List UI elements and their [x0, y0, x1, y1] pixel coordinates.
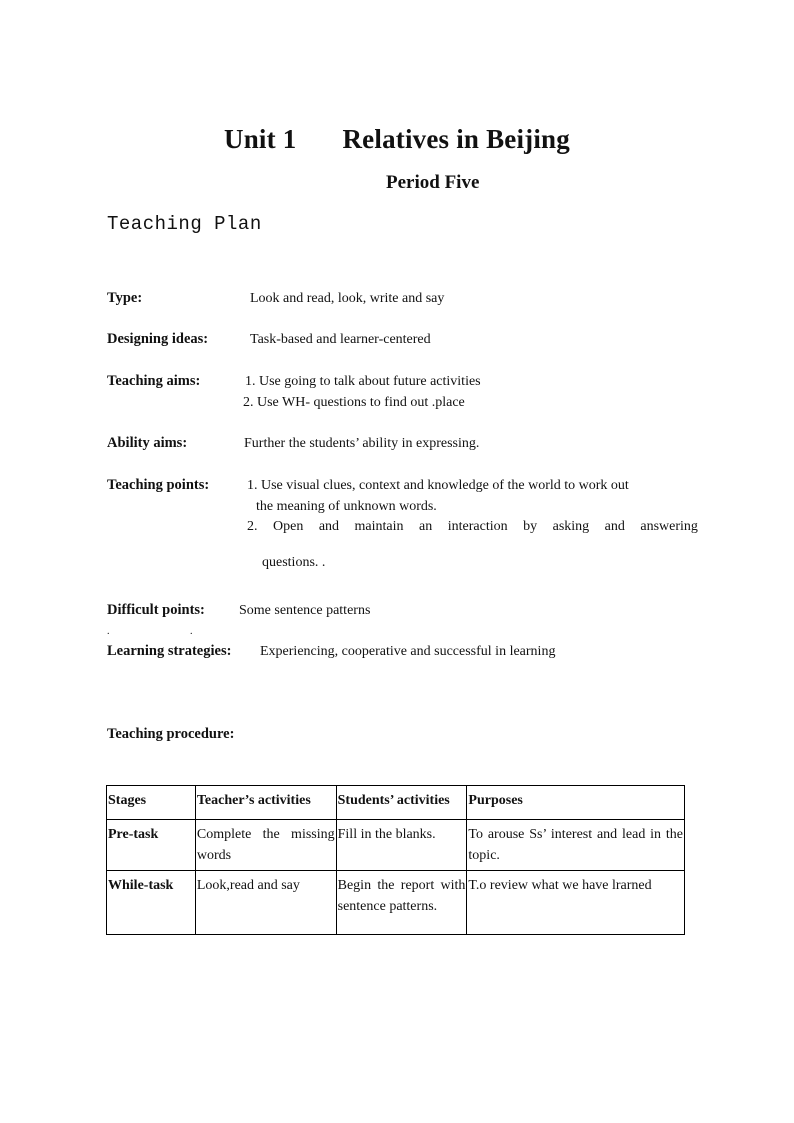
table-cell: Pre-task — [107, 820, 196, 871]
teaching-points-label: Teaching points: — [107, 477, 210, 493]
table-cell: While-task — [107, 871, 196, 935]
teaching-procedure-table — [106, 785, 685, 935]
learning-strategies-label: Learning strategies: — [107, 643, 232, 659]
period-heading: Period Five — [386, 172, 480, 193]
table-header-row — [107, 786, 685, 820]
teaching-plan-heading: Teaching Plan — [107, 213, 262, 235]
designing-ideas-value: Task-based and learner-centered — [250, 332, 431, 347]
stray-mark: . — [107, 626, 110, 637]
table-row — [107, 871, 685, 935]
unit-number: Unit 1 — [224, 124, 297, 154]
ability-aims-value: Further the students’ ability in expressing. — [244, 436, 480, 451]
table-cell: Complete the missing words — [195, 820, 336, 871]
table-header-cell: Teacher’s activities — [195, 786, 336, 820]
unit-title: Relatives in Beijing — [342, 124, 570, 154]
table-cell: T.o review what we have lrarned — [467, 871, 685, 935]
teaching-aims-label: Teaching aims: — [107, 373, 201, 389]
difficult-points-value: Some sentence patterns — [239, 603, 371, 618]
teaching-aims-item-2: 2. Use WH- questions to find out .place — [243, 395, 465, 410]
table-header-cell: Students’ activities — [336, 786, 467, 820]
table-cell: Begin the report with sentence patterns. — [336, 871, 467, 935]
teaching-points-item-2-cont: questions. . — [262, 555, 326, 570]
teaching-aims-item-1: 1. Use going to talk about future activities — [245, 374, 481, 389]
type-value: Look and read, look, write and say — [250, 291, 445, 306]
table-cell: Fill in the blanks. — [336, 820, 467, 871]
table-header-cell: Stages — [107, 786, 196, 820]
document-title — [0, 124, 794, 155]
table-cell: To arouse Ss’ interest and lead in the topic. — [467, 820, 685, 871]
teaching-points-item-2: 2. Open and maintain an interaction by asking and answering — [247, 519, 698, 534]
teaching-procedure-label: Teaching procedure: — [107, 726, 235, 742]
table-row — [107, 820, 685, 871]
difficult-points-label: Difficult points: — [107, 602, 205, 618]
designing-ideas-label: Designing ideas: — [107, 331, 209, 347]
table-header-cell: Purposes — [467, 786, 685, 820]
type-label: Type: — [107, 290, 143, 306]
ability-aims-label: Ability aims: — [107, 435, 188, 451]
teaching-points-item-1: 1. Use visual clues, context and knowledge of the world to work out — [247, 478, 629, 493]
table-cell: Look,read and say — [195, 871, 336, 935]
teaching-points-item-1-cont: the meaning of unknown words. — [256, 499, 437, 514]
learning-strategies-value: Experiencing, cooperative and successful in learning — [260, 644, 556, 659]
stray-mark: . — [190, 626, 193, 637]
